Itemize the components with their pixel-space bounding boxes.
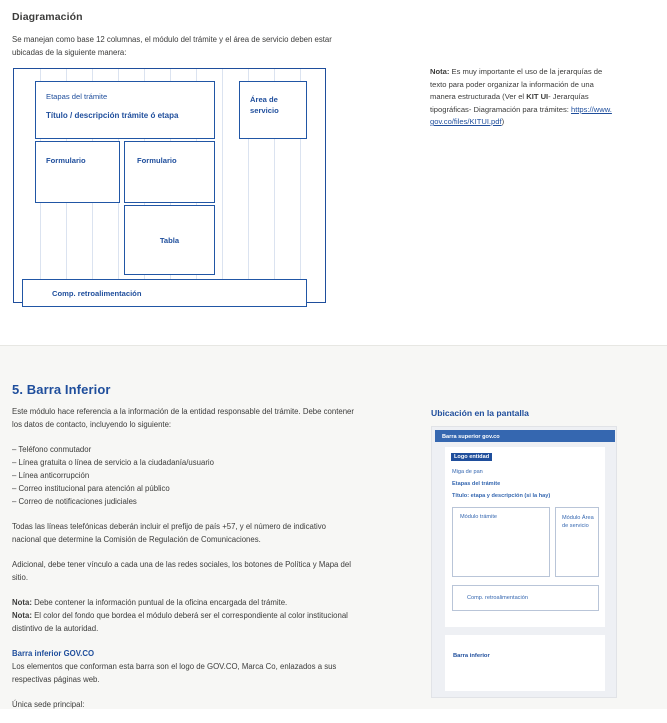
list-item: – Teléfono conmutador: [12, 445, 92, 454]
list-item: – Línea anticorrupción: [12, 471, 90, 480]
preview-topbar: Barra superior gov.co: [435, 430, 615, 442]
preview-miga-de-pan: Miga de pan: [452, 469, 483, 475]
preview-logo-entidad: Logo entidad: [451, 453, 492, 461]
nota-label: Nota:: [430, 67, 450, 76]
wireframe-etapas-block: [35, 81, 215, 139]
paragraph-2: Todas las líneas telefónicas deberán incluir el prefijo de país +57, y el número de indicativo nacional que determine la Comisión de Regulación de Comunicaciones.: [12, 522, 327, 544]
grid-line: [222, 69, 223, 302]
sede-label: Única sede principal:: [12, 700, 85, 709]
nota-text-3: ): [501, 117, 505, 126]
diagramacion-nota: [430, 66, 615, 129]
contact-list: [12, 443, 357, 508]
preview-modulo-area-servicio: Módulo Área de servicio: [555, 507, 599, 577]
section-diagramacion: [0, 0, 667, 345]
list-item: – Correo institucional para atención al público: [12, 484, 170, 493]
list-item: – Correo de notificaciones judiciales: [12, 497, 137, 506]
preview-titulo: Título: etapa y descripción (si la hay): [452, 493, 551, 499]
section-barra-inferior: [0, 345, 667, 709]
barra-inferior-heading: 5. Barra Inferior: [12, 381, 111, 397]
nota-2-label: Nota:: [12, 611, 32, 620]
preview-comp-retroalimentacion: Comp. retroalimentación: [452, 585, 599, 611]
wireframe-diagram: [13, 68, 326, 303]
wireframe-titulo-label: Título / descripción trámite ó etapa: [46, 111, 179, 120]
diagramacion-heading: Diagramación: [12, 10, 83, 23]
nota-1-label: Nota:: [12, 598, 32, 607]
nota-group: [12, 596, 357, 635]
wireframe-formulario-2: Formulario: [124, 141, 215, 203]
paragraph-1: Este módulo hace referencia a la información de la entidad responsable del trámite. Debe contener los datos de contacto, incluyendo lo siguiente:: [12, 407, 354, 429]
preview-title: Ubicación en la pantalla: [431, 408, 529, 418]
preview-etapas: Etapas del trámite: [452, 481, 501, 487]
preview-modulo-tramite: Módulo trámite: [452, 507, 550, 577]
nota-text-2: - Jerarquías tipográficas- Diagramación para trámites:: [430, 92, 589, 114]
list-item: – Línea gratuita o línea de servicio a la ciudadanía/usuario: [12, 458, 214, 467]
barra-inferior-body: [12, 405, 357, 723]
screen-location-preview: [431, 426, 617, 698]
wireframe-comp-retroalimentacion: Comp. retroalimentación: [22, 279, 307, 307]
wireframe-etapas-label: Etapas del trámite: [46, 92, 108, 101]
preview-card: [445, 447, 605, 627]
wireframe-area-servicio: Área de servicio: [239, 81, 307, 139]
diagramacion-intro: Se manejan como base 12 columnas, el módulo del trámite y el área de servicio deben estar ubicadas de la siguiente manera:: [12, 34, 332, 57]
nota-2-text: El color del fondo que bordea el módulo deberá ser el correspondiente al color institucional distintivo de la autoridad.: [12, 611, 348, 633]
kit-ui-link[interactable]: https://www.gov.co/files/KITUI.pdf: [430, 104, 612, 126]
nota-1-text: Debe contener la información puntual de la oficina encargada del trámite.: [31, 598, 288, 607]
nota-text-1: Es muy importante el uso de la jerarquías de texto para poder organizar la información de una manera estructurada (Ver el: [430, 67, 603, 101]
preview-barra-inferior: Barra inferior: [445, 635, 605, 691]
subheading-govco: Barra inferior GOV.CO: [12, 649, 95, 658]
nota-bold-inline: KIT UI: [526, 92, 549, 101]
wireframe-formulario-1: Formulario: [35, 141, 120, 203]
paragraph-4: Los elementos que conforman esta barra son el logo de GOV.CO, Marca Co, enlazados a sus respectivas páginas web.: [12, 662, 337, 684]
paragraph-3: Adicional, debe tener vínculo a cada una de las redes sociales, los botones de Política y Mapa del sitio.: [12, 560, 351, 582]
wireframe-tabla: Tabla: [124, 205, 215, 275]
govco-block: [12, 647, 357, 686]
